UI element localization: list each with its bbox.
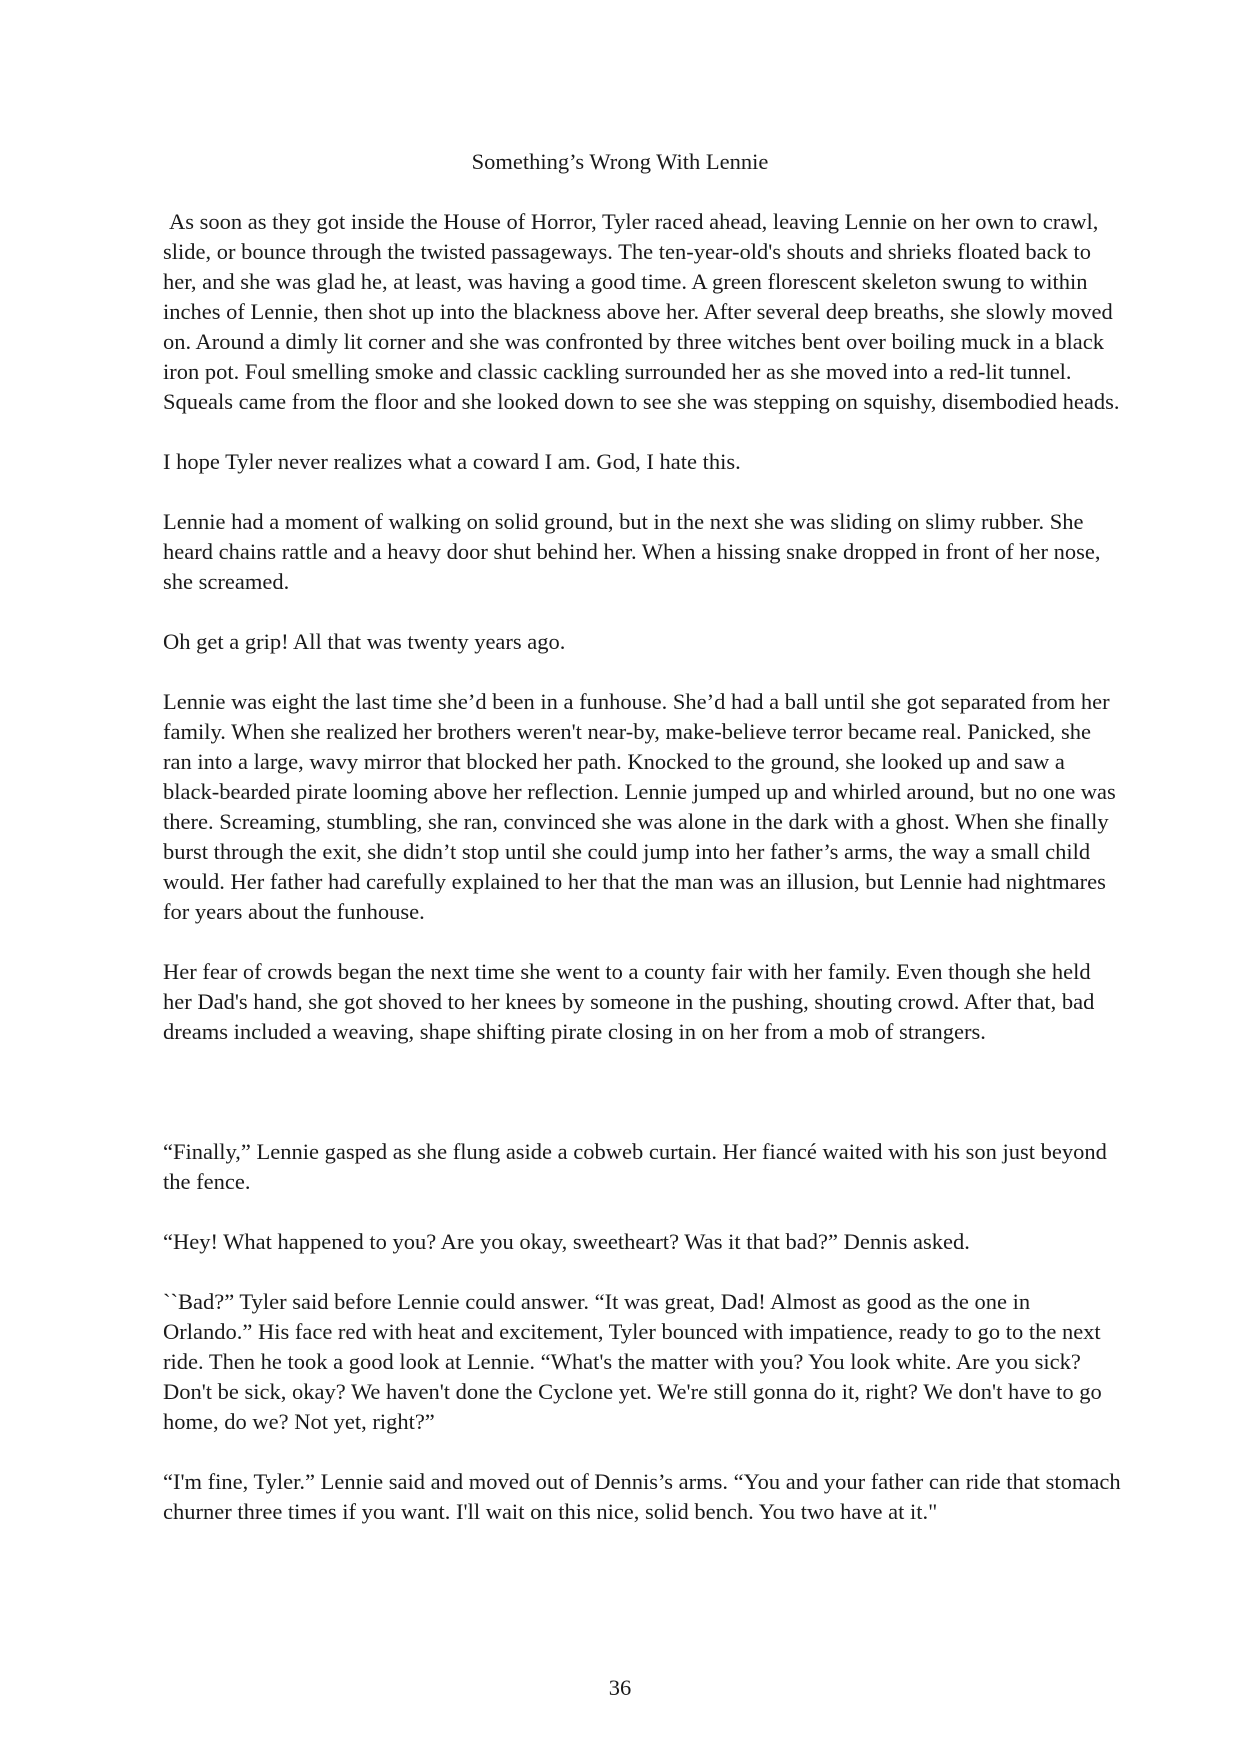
chapter-body xyxy=(163,207,1123,1557)
paragraph-lennie-fine: “I'm fine, Tyler.” Lennie said and moved out of Dennis’s arms. “You and your father can ride that stomach churner three times if you want. I'll wait on this nice, solid bench. You two have at it." xyxy=(163,1469,1121,1524)
paragraph-inner-thought-coward: I hope Tyler never realizes what a coward I am. God, I hate this. xyxy=(163,449,741,474)
paragraph-finally: “Finally,” Lennie gasped as she flung aside a cobweb curtain. Her fiancé waited with his son just beyond the fence. xyxy=(163,1139,1107,1194)
paragraph-funhouse-memory: Lennie was eight the last time she’d been in a funhouse. She’d had a ball until she got separated from her family. When she realized her brothers weren't near-by, make-believe terror became real. Panicked, she ran into a large, wavy mirror that blocked her path. Knocked to the ground, she looked up and saw a black-bearded pirate looming above her reflection. Lennie jumped up and whirled around, but no one was there. Screaming, stumbling, she ran, convinced she was alone in the dark with a ghost. When she finally burst through the exit, she didn’t stop until she could jump into her father’s arms, the way a small child would. Her father had carefully explained to her that the man was an illusion, but Lennie had nightmares for years about the funhouse. xyxy=(163,689,1116,924)
paragraph-dennis-asks: “Hey! What happened to you? Are you okay, sweetheart? Was it that bad?” Dennis asked. xyxy=(163,1229,970,1254)
paragraph-snake: Lennie had a moment of walking on solid ground, but in the next she was sliding on slimy rubber. She heard chains rattle and a heavy door shut behind her. When a hissing snake dropped in front of her nose, she screamed. xyxy=(163,509,1101,594)
paragraph-inner-thought-grip: Oh get a grip! All that was twenty years ago. xyxy=(163,629,566,654)
paragraph-tyler-reply: ``Bad?” Tyler said before Lennie could answer. “It was great, Dad! Almost as good as the one in Orlando.” His face red with heat and excitement, Tyler bounced with impatience, ready to go to the next ride. Then he took a good look at Lennie. “What's the matter with you? You look white. Are you sick? Don't be sick, okay? We haven't done the Cyclone yet. We're still gonna do it, right? We don't have to go home, do we? Not yet, right?” xyxy=(163,1289,1102,1434)
page-number: 36 xyxy=(608,1675,632,1700)
chapter-title: Something’s Wrong With Lennie xyxy=(471,149,769,174)
paragraph-house-of-horror: As soon as they got inside the House of Horror, Tyler raced ahead, leaving Lennie on her own to crawl, slide, or bounce through the twisted passageways. The ten-year-old's shouts and shrieks floated back to her, and she was glad he, at least, was having a good time. A green florescent skeleton swung to within inches of Lennie, then shot up into the blackness above her. After several deep breaths, she slowly moved on. Around a dimly lit corner and she was confronted by three witches bent over boiling muck in a black iron pot. Foul smelling smoke and classic cackling surrounded her as she moved into a red-lit tunnel. Squeals came from the floor and she looked down to see she was stepping on squishy, disembodied heads. xyxy=(163,209,1120,414)
paragraph-fear-of-crowds: Her fear of crowds began the next time she went to a county fair with her family. Even though she held her Dad's hand, she got shoved to her knees by someone in the pushing, shouting crowd. After that, bad dreams included a weaving, shape shifting pirate closing in on her from a mob of strangers. xyxy=(163,959,1095,1044)
